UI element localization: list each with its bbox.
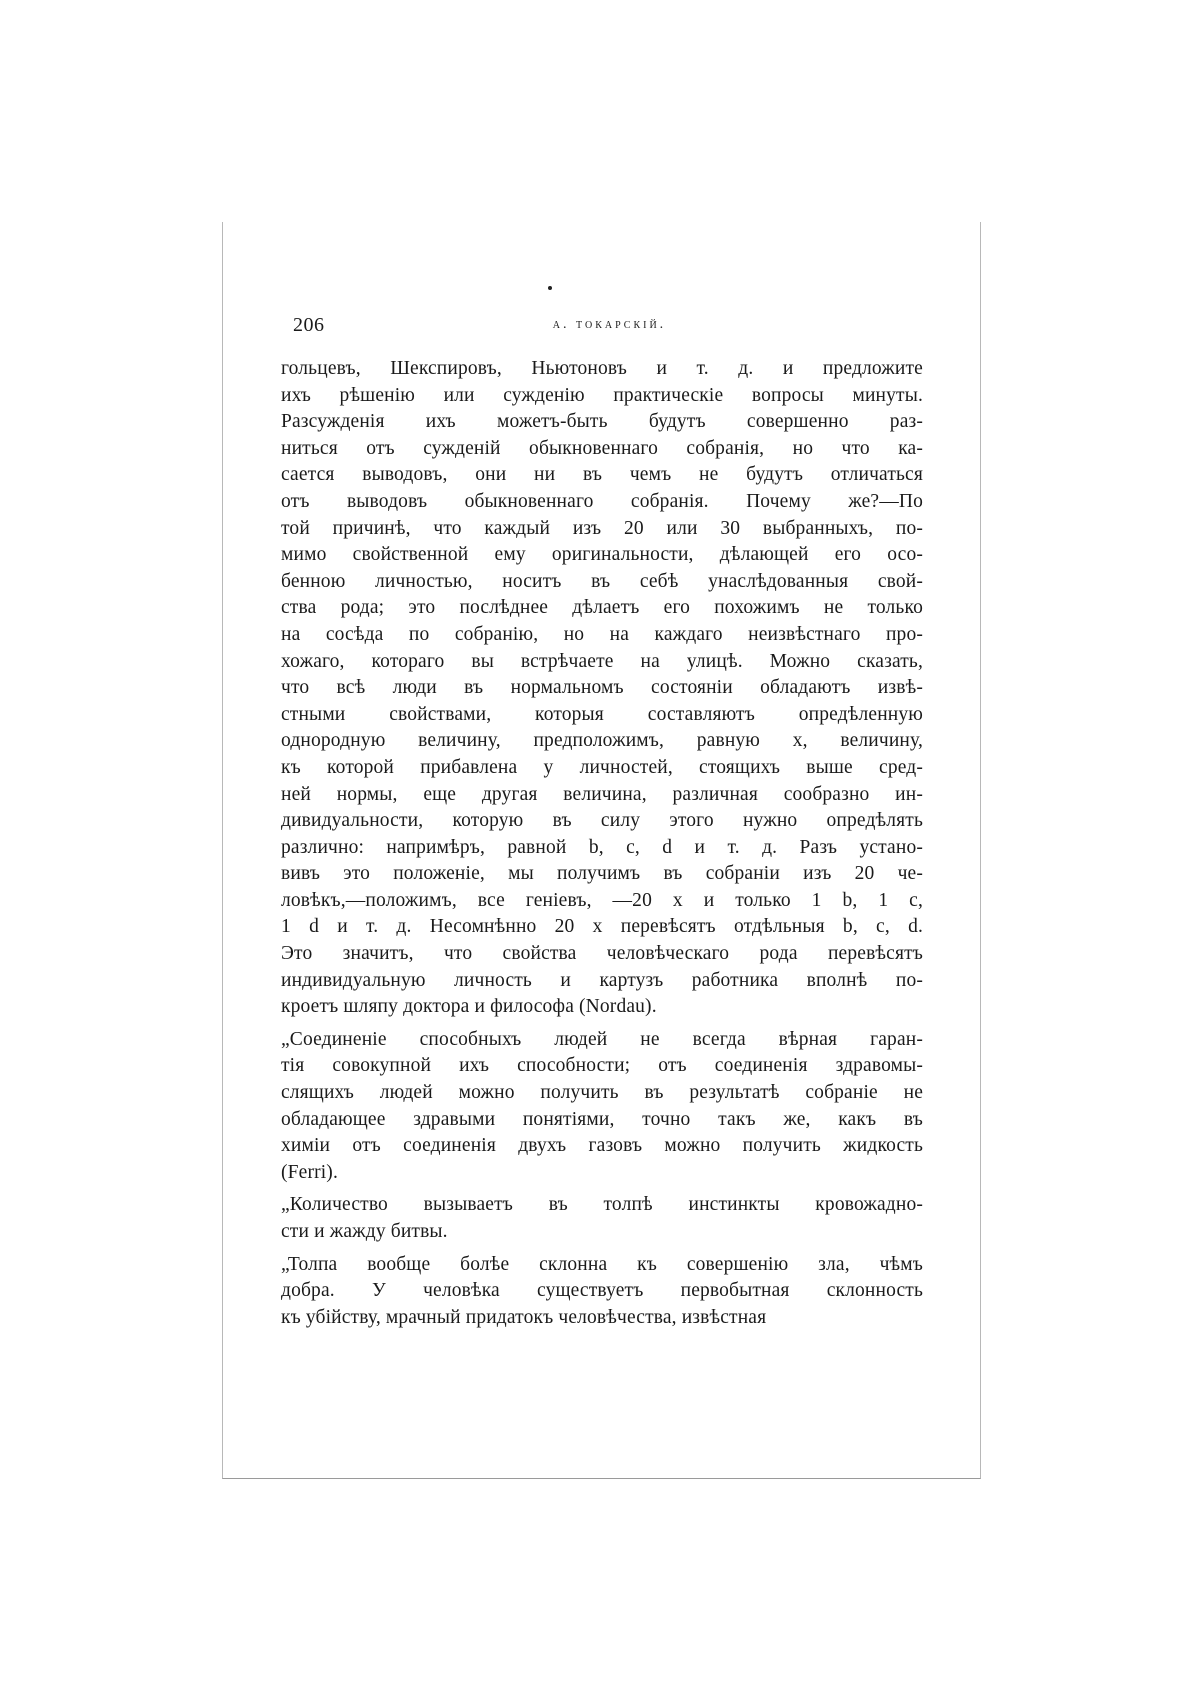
page-number: 206	[293, 314, 325, 336]
text-line: ниться отъ сужденій обыкновеннаго собранія, но что ка-	[281, 437, 923, 459]
text-line: химіи отъ соединенія двухъ газовъ можно получить жидкость	[281, 1135, 923, 1157]
text-line: отъ выводовъ обыкновеннаго собранія. Почему же?—По	[281, 490, 923, 512]
text-line: къ убійству, мрачный придатокъ человѣчества, извѣстная	[281, 1306, 767, 1328]
text-line: гольцевъ, Шекспировъ, Ньютоновъ и т. д. и предложите	[281, 358, 923, 379]
text-line: обладающее здравыми понятіями, точно такъ же, какъ въ	[281, 1108, 923, 1130]
paragraph	[281, 1252, 923, 1332]
text-line: той причинѣ, что каждый изъ 20 или 30 выбранныхъ, по-	[281, 517, 923, 539]
text-line: ихъ рѣшенію или сужденію практическіе вопросы минуты.	[281, 384, 923, 406]
text-line: сти и жажду битвы.	[281, 1221, 448, 1242]
text-line: различно: напримѣръ, равной b, c, d и т. д. Разъ устано-	[281, 836, 923, 858]
print-mark-dot	[548, 286, 552, 290]
text-line: на сосѣда по собранію, но на каждаго неизвѣстнаго про-	[281, 623, 923, 645]
text-line: Это значитъ, что свойства человѣческаго рода перевѣсятъ	[281, 943, 923, 965]
text-line: (Ferri).	[281, 1161, 338, 1183]
running-title: а. токарскій.	[552, 317, 667, 332]
text-line: дивидуальности, которую въ силу этого нужно опредѣлять	[281, 810, 923, 832]
text-line: мимо свойственной ему оригинальности, дѣлающей его осо-	[281, 544, 923, 566]
text-line: 1 d и т. д. Несомнѣнно 20 x перевѣсятъ отдѣльныя b, c, d.	[281, 916, 923, 938]
text-line: бенною личностью, носитъ въ себѣ унаслѣдованныя свой-	[281, 570, 923, 592]
text-line: ловѣкъ,—положимъ, все геніевъ, —20 x и только 1 b, 1 c,	[281, 889, 923, 911]
text-line: однородную величину, предположимъ, равную x, величину,	[281, 730, 923, 752]
text-line: стными свойствами, которыя составляютъ опредѣленную	[281, 703, 923, 725]
text-line: „Количество вызываетъ въ толпѣ инстинкты кровожадно-	[281, 1194, 923, 1216]
running-head	[293, 314, 926, 344]
text-line: тія совокупной ихъ способности; отъ соединенія здравомы-	[281, 1055, 923, 1077]
text-line: что всѣ люди въ нормальномъ состояніи обладаютъ извѣ-	[281, 677, 923, 699]
text-line: ней нормы, еще другая величина, различная сообразно ин-	[281, 783, 923, 805]
text-line: кроетъ шляпу доктора и философа (Nordau).	[281, 996, 657, 1018]
text-line: „Толпа вообще болѣе склонна къ совершенію зла, чѣмъ	[281, 1253, 923, 1275]
text-line: хожаго, котораго вы встрѣчаете на улицѣ. Можно сказать,	[281, 650, 923, 672]
text-line: „Соединеніе способныхъ людей не всегда вѣрная гаран-	[281, 1028, 923, 1050]
text-line: добра. У человѣка существуетъ первобытная склонность	[281, 1280, 923, 1302]
text-line: Разсужденія ихъ можетъ-быть будутъ совершенно раз-	[281, 411, 923, 433]
text-line: индивидуальную личность и картузъ работника вполнѣ по-	[281, 969, 923, 991]
text-line: сается выводовъ, они ни въ чемъ не будутъ отличаться	[281, 464, 923, 486]
text-line: вивъ это положеніе, мы получимъ въ собраніи изъ 20 че-	[281, 863, 923, 885]
paragraph	[281, 1027, 923, 1187]
text-line: къ которой прибавлена у личностей, стоящихъ выше сред-	[281, 756, 923, 778]
text-body	[281, 356, 923, 1331]
text-line: слящихъ людей можно получить въ результатѣ собраніе не	[281, 1082, 923, 1104]
text-line: ства рода; это послѣднее дѣлаетъ его похожимъ не только	[281, 597, 923, 619]
paragraph	[281, 1192, 923, 1245]
paragraph	[281, 356, 923, 1021]
